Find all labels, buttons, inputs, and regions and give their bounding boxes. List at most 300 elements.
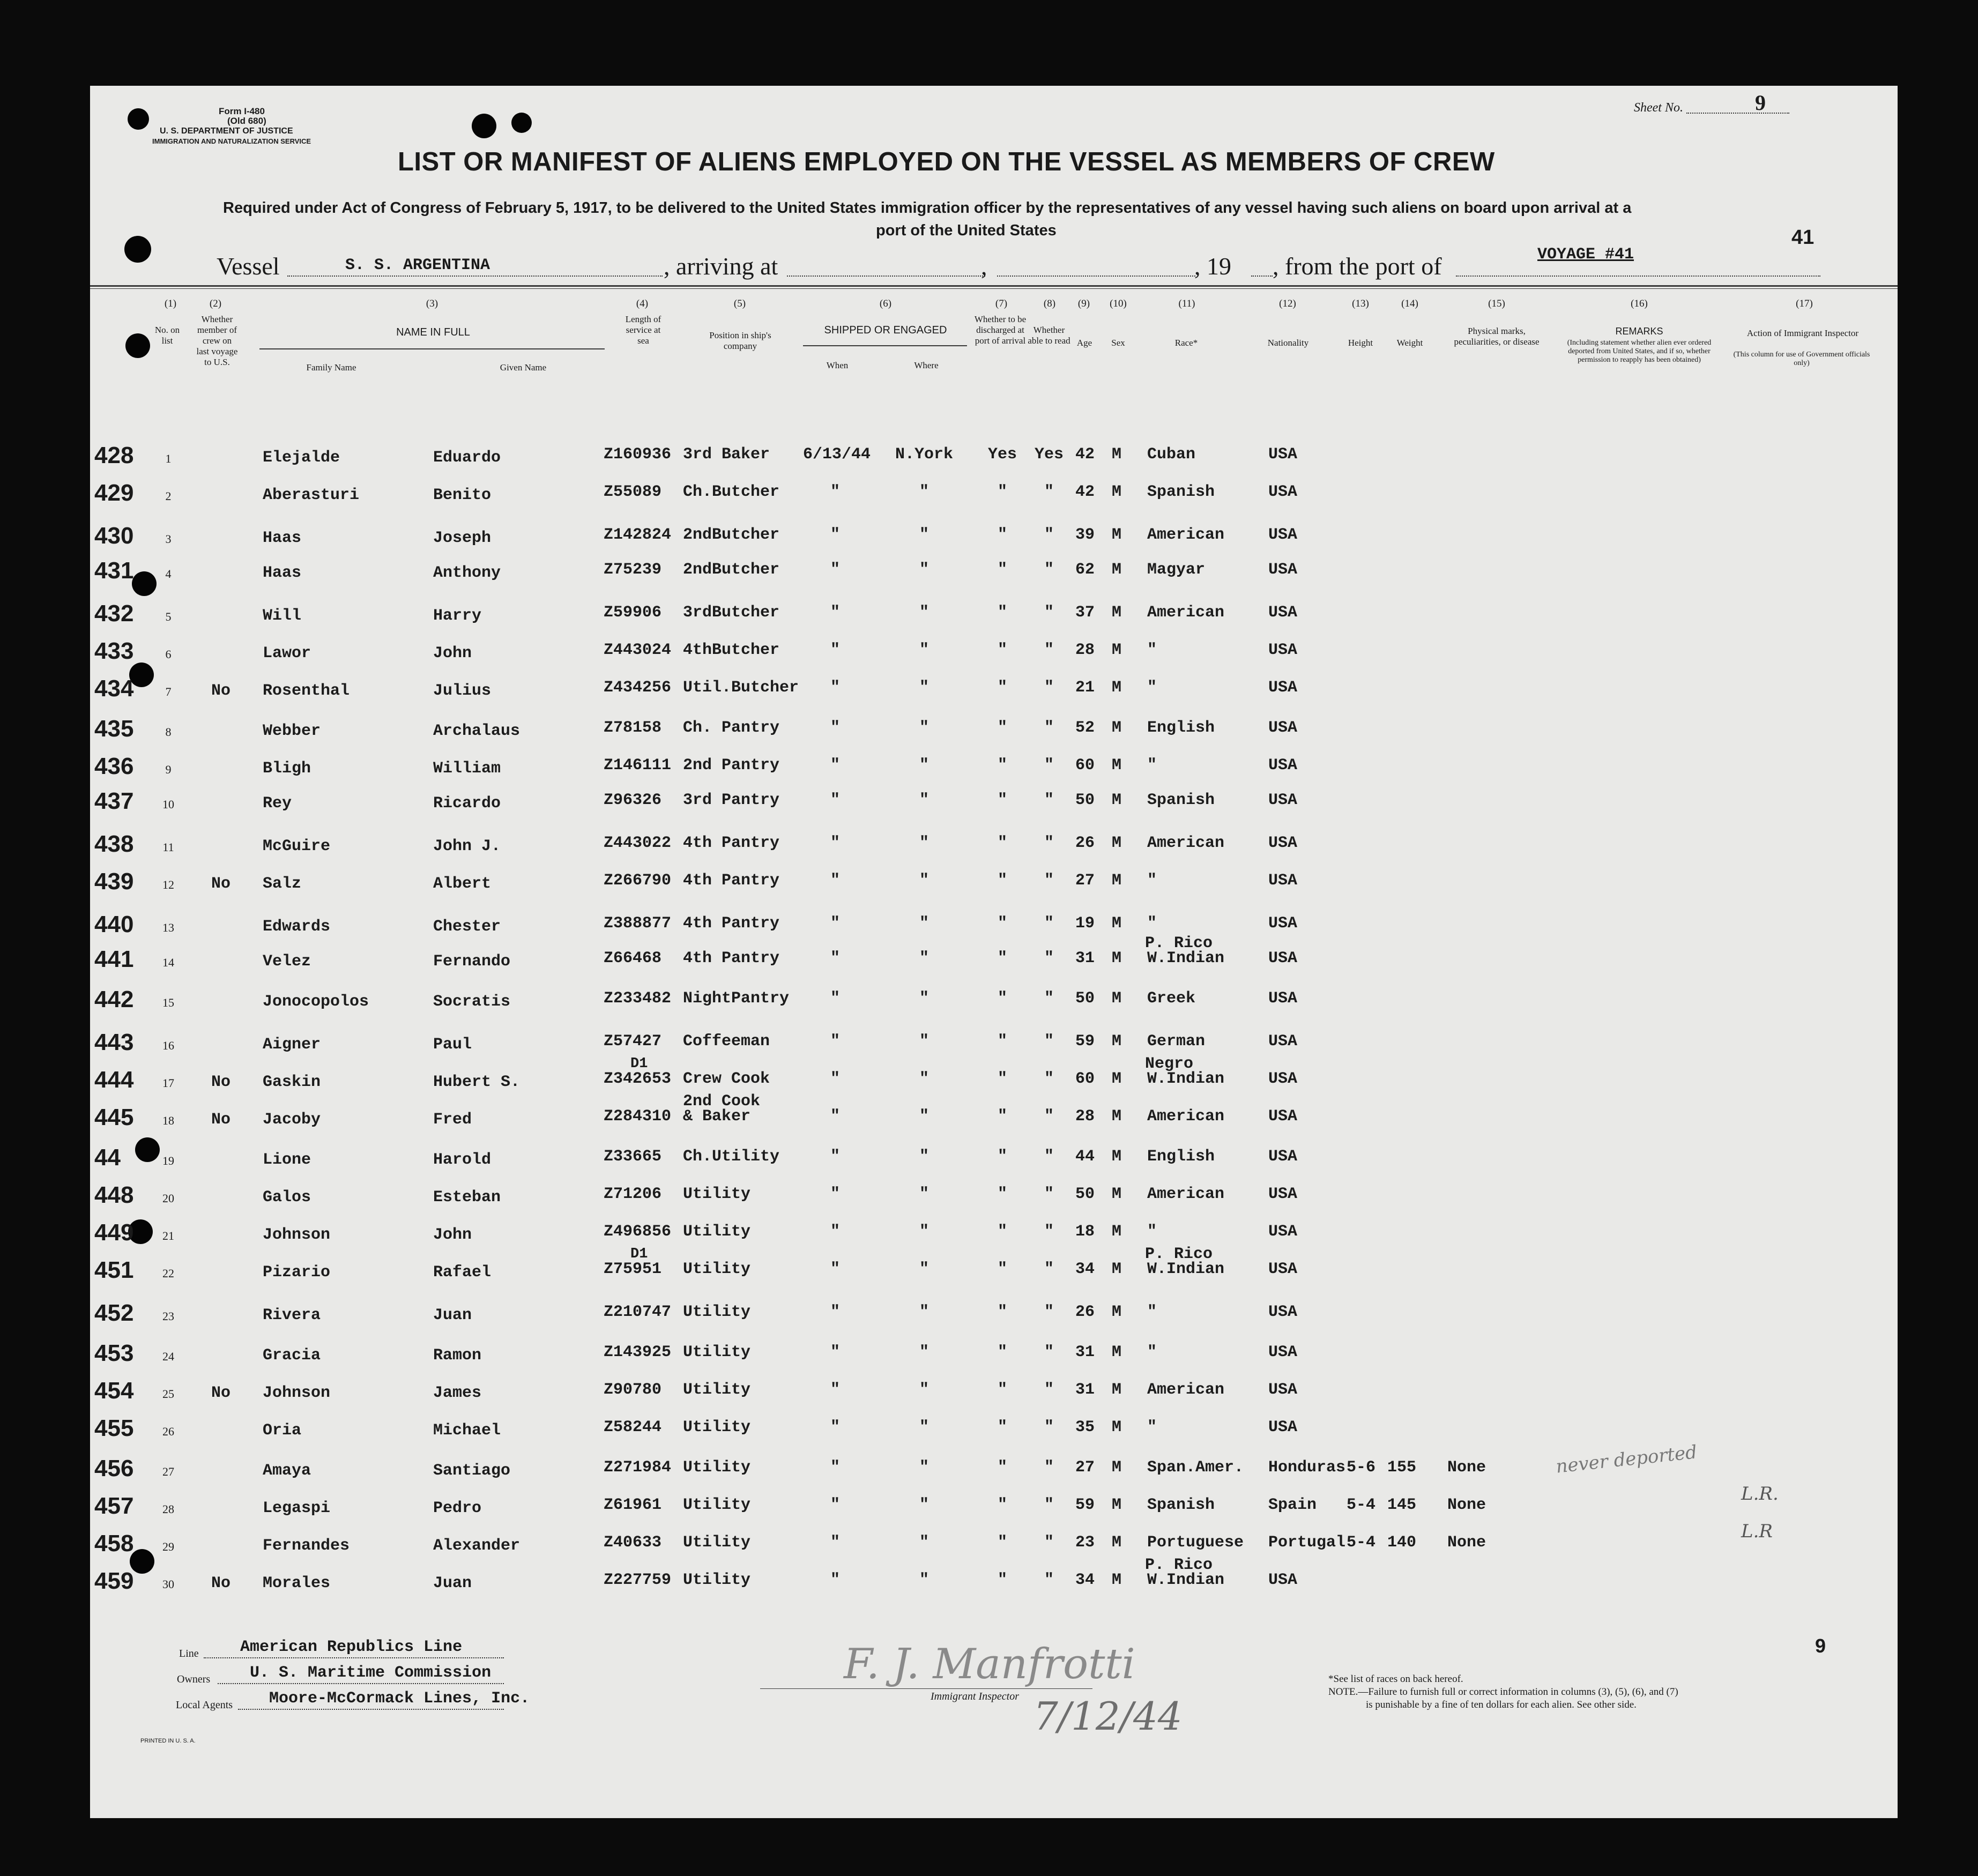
col-header-discharged: Whether to be discharged at port of arrival bbox=[974, 314, 1027, 346]
row-shipped-where: " bbox=[919, 1418, 929, 1436]
row-discharged: " bbox=[997, 1223, 1007, 1241]
row-shipped-where: " bbox=[919, 949, 929, 967]
colnum-14: (14) bbox=[1401, 298, 1418, 309]
row-shipped-where: " bbox=[919, 1533, 929, 1552]
row-shipped-where: " bbox=[919, 1070, 929, 1088]
row-shipped-when: " bbox=[830, 949, 840, 967]
table-row bbox=[90, 1219, 1898, 1262]
row-line-number: 19 bbox=[162, 1154, 174, 1167]
row-line-number: 29 bbox=[162, 1540, 174, 1553]
comma-sep: , bbox=[981, 252, 987, 280]
row-able-to-read: " bbox=[1044, 989, 1054, 1008]
row-able-to-read: " bbox=[1044, 949, 1054, 967]
row-weight: 145 bbox=[1387, 1496, 1417, 1514]
row-family-name: Gracia bbox=[263, 1346, 321, 1365]
row-line-number: 8 bbox=[165, 725, 172, 739]
row-position: Utility bbox=[683, 1260, 751, 1278]
row-seq-number: 457 bbox=[94, 1493, 134, 1519]
row-age: 27 bbox=[1075, 1458, 1095, 1477]
owners-value: U. S. Maritime Commission bbox=[250, 1664, 492, 1682]
row-family-name: Gaskin bbox=[263, 1073, 321, 1091]
printed-in-usa: PRINTED IN U. S. A. bbox=[140, 1738, 196, 1744]
row-nationality: USA bbox=[1268, 561, 1298, 579]
row-sex: M bbox=[1112, 483, 1122, 501]
row-given-name: Albert bbox=[433, 875, 492, 893]
row-position: Crew Cook bbox=[683, 1070, 770, 1088]
row-position: Utility bbox=[683, 1418, 751, 1436]
row-age: 35 bbox=[1075, 1418, 1095, 1436]
row-race: English bbox=[1147, 719, 1215, 737]
row-seq-number: 435 bbox=[94, 716, 134, 742]
row-able-to-read: " bbox=[1044, 526, 1054, 544]
row-race: American bbox=[1147, 1381, 1225, 1399]
row-remarks: never deported bbox=[1555, 1441, 1698, 1478]
row-shipped-when: " bbox=[830, 834, 840, 852]
row-service: Z90780 bbox=[604, 1381, 662, 1399]
from-port-line bbox=[1456, 276, 1820, 277]
punch-hole bbox=[125, 333, 150, 358]
row-able-to-read: " bbox=[1044, 1533, 1054, 1552]
row-shipped-where: " bbox=[919, 679, 929, 697]
table-row bbox=[90, 868, 1898, 911]
row-age: 39 bbox=[1075, 526, 1095, 544]
row-service: Z266790 bbox=[604, 872, 672, 890]
row-position: Utility bbox=[683, 1571, 751, 1589]
row-line-number: 1 bbox=[165, 452, 172, 465]
row-shipped-where: " bbox=[919, 483, 929, 501]
row-shipped-where: " bbox=[919, 1260, 929, 1278]
row-age: 60 bbox=[1075, 756, 1095, 775]
row-shipped-where: " bbox=[919, 1343, 929, 1361]
row-shipped-where: " bbox=[919, 1458, 929, 1477]
row-race: W.Indian bbox=[1147, 1260, 1225, 1278]
row-service: Z160936 bbox=[604, 445, 672, 464]
row-discharged: " bbox=[997, 719, 1007, 737]
races-note: *See list of races on back hereof. bbox=[1328, 1673, 1463, 1685]
row-given-name: Alexander bbox=[433, 1537, 520, 1555]
year-line bbox=[1251, 276, 1273, 277]
row-line-number: 15 bbox=[162, 996, 174, 1009]
row-service: Z40633 bbox=[604, 1533, 662, 1552]
row-family-name: Rivera bbox=[263, 1306, 321, 1324]
row-able-to-read: " bbox=[1044, 1343, 1054, 1361]
row-service: Z210747 bbox=[604, 1303, 672, 1321]
row-race: Greek bbox=[1147, 989, 1196, 1008]
row-race: W.Indian bbox=[1147, 1070, 1225, 1088]
row-shipped-when: " bbox=[830, 989, 840, 1008]
row-nationality: USA bbox=[1268, 791, 1298, 809]
row-service: Z75951 bbox=[604, 1260, 662, 1278]
row-shipped-when: " bbox=[830, 1458, 840, 1477]
row-sex: M bbox=[1112, 1418, 1122, 1436]
col-header-read: Whether able to read bbox=[1028, 325, 1070, 346]
row-nationality: USA bbox=[1268, 1223, 1298, 1241]
table-row bbox=[90, 1144, 1898, 1187]
row-physical-marks: None bbox=[1447, 1496, 1486, 1514]
row-family-name: Rey bbox=[263, 794, 292, 813]
line-value: American Republics Line bbox=[240, 1638, 463, 1656]
row-position: 3rd Baker bbox=[683, 445, 770, 464]
row-service: Z496856 bbox=[604, 1223, 672, 1241]
row-race-note: P. Rico bbox=[1145, 1556, 1213, 1574]
row-seq-number: 440 bbox=[94, 911, 134, 937]
row-shipped-where: " bbox=[919, 1571, 929, 1589]
inspection-date: 7/12/44 bbox=[1033, 1694, 1183, 1739]
punch-hole bbox=[511, 113, 532, 133]
row-given-name: Hubert S. bbox=[433, 1073, 520, 1091]
colnum-7: (7) bbox=[995, 298, 1008, 309]
row-nationality: Portugal bbox=[1268, 1533, 1346, 1552]
row-line-number: 23 bbox=[162, 1309, 174, 1323]
row-position: Utility bbox=[683, 1458, 751, 1477]
row-seq-number: 428 bbox=[94, 442, 134, 468]
row-given-name: Harry bbox=[433, 607, 482, 625]
row-seq-number: 439 bbox=[94, 868, 134, 895]
row-discharged: " bbox=[997, 1343, 1007, 1361]
row-age: 59 bbox=[1075, 1032, 1095, 1051]
row-line-number: 17 bbox=[162, 1076, 174, 1090]
col-header-weight: Weight bbox=[1396, 338, 1423, 348]
row-race: English bbox=[1147, 1148, 1215, 1166]
row-shipped-when: " bbox=[830, 1223, 840, 1241]
row-seq-number: 444 bbox=[94, 1067, 134, 1093]
row-service: Z58244 bbox=[604, 1418, 662, 1436]
table-row bbox=[90, 1378, 1898, 1420]
row-able-to-read: " bbox=[1044, 641, 1054, 659]
row-service: Z443022 bbox=[604, 834, 672, 852]
row-sex: M bbox=[1112, 1343, 1122, 1361]
sheet-no-label: Sheet No. bbox=[1634, 101, 1683, 115]
row-nationality: USA bbox=[1268, 1107, 1298, 1126]
row-sex: M bbox=[1112, 561, 1122, 579]
row-shipped-where: " bbox=[919, 561, 929, 579]
row-age: 42 bbox=[1075, 445, 1095, 464]
row-discharged: " bbox=[997, 1571, 1007, 1589]
row-shipped-where: " bbox=[919, 1185, 929, 1203]
inspector-signature: F. J. Manfrotti bbox=[844, 1640, 1135, 1688]
row-discharged: " bbox=[997, 561, 1007, 579]
row-sex: M bbox=[1112, 1223, 1122, 1241]
row-able-to-read: " bbox=[1044, 561, 1054, 579]
row-seq-number: 443 bbox=[94, 1029, 134, 1055]
row-race: American bbox=[1147, 604, 1225, 622]
form-old-number: (Old 680) bbox=[227, 116, 266, 126]
row-line-number: 14 bbox=[162, 956, 174, 969]
row-discharged: " bbox=[997, 1260, 1007, 1278]
row-family-name: Pizario bbox=[263, 1263, 331, 1282]
colnum-8: (8) bbox=[1043, 298, 1056, 309]
col-header-position: Position in ship's company bbox=[709, 330, 771, 351]
row-given-name: Fred bbox=[433, 1111, 472, 1129]
row-given-name: Anthony bbox=[433, 564, 501, 582]
row-position: NightPantry bbox=[683, 989, 790, 1008]
row-able-to-read: " bbox=[1044, 1032, 1054, 1051]
row-shipped-when: " bbox=[830, 526, 840, 544]
row-nationality: USA bbox=[1268, 679, 1298, 697]
row-family-name: McGuire bbox=[263, 837, 331, 855]
row-line-number: 28 bbox=[162, 1502, 174, 1516]
row-discharged: " bbox=[997, 872, 1007, 890]
row-given-name: Paul bbox=[433, 1036, 472, 1054]
row-line-number: 3 bbox=[165, 532, 172, 546]
row-service: Z434256 bbox=[604, 679, 672, 697]
row-able-to-read: " bbox=[1044, 719, 1054, 737]
row-shipped-where: " bbox=[919, 872, 929, 890]
row-seq-number: 445 bbox=[94, 1104, 134, 1130]
row-race: German bbox=[1147, 1032, 1206, 1051]
row-position: Util.Butcher bbox=[683, 679, 799, 697]
row-race: Spanish bbox=[1147, 791, 1215, 809]
col-header-remarks: REMARKS bbox=[1615, 326, 1663, 337]
table-row bbox=[90, 1340, 1898, 1383]
row-shipped-where: " bbox=[919, 791, 929, 809]
row-race-note: Negro bbox=[1145, 1055, 1194, 1073]
row-nationality: USA bbox=[1268, 1303, 1298, 1321]
row-given-name: Benito bbox=[433, 486, 492, 504]
row-discharged: " bbox=[997, 1148, 1007, 1166]
row-line-number: 16 bbox=[162, 1039, 174, 1052]
row-position: Coffeeman bbox=[683, 1032, 770, 1051]
row-age: 34 bbox=[1075, 1260, 1095, 1278]
row-age: 50 bbox=[1075, 989, 1095, 1008]
row-action: L.R bbox=[1741, 1521, 1773, 1542]
table-row bbox=[90, 1055, 1898, 1110]
row-able-to-read: " bbox=[1044, 483, 1054, 501]
agents-value: Moore-McCormack Lines, Inc. bbox=[269, 1689, 530, 1708]
row-given-name: Michael bbox=[433, 1421, 501, 1440]
row-seq-number: 458 bbox=[94, 1530, 134, 1557]
col-header-sex: Sex bbox=[1111, 338, 1125, 348]
line-underline bbox=[204, 1657, 504, 1658]
row-discharged: " bbox=[997, 1107, 1007, 1126]
col-header-nationality: Nationality bbox=[1267, 338, 1309, 348]
row-position: 3rdButcher bbox=[683, 604, 780, 622]
colnum-16: (16) bbox=[1631, 298, 1648, 309]
punch-hole bbox=[124, 236, 151, 263]
row-height: 5-4 bbox=[1347, 1533, 1376, 1552]
row-sex: M bbox=[1112, 872, 1122, 890]
row-seq-number: 436 bbox=[94, 753, 134, 779]
row-discharged: " bbox=[997, 1533, 1007, 1552]
row-family-name: Oria bbox=[263, 1421, 302, 1440]
row-given-name: Joseph bbox=[433, 529, 492, 547]
row-position: Utility bbox=[683, 1343, 751, 1361]
row-service: Z443024 bbox=[604, 641, 672, 659]
table-row bbox=[90, 788, 1898, 831]
row-line-number: 2 bbox=[165, 489, 172, 503]
row-nationality: USA bbox=[1268, 1185, 1298, 1203]
row-race: " bbox=[1147, 1303, 1157, 1321]
row-given-name: Julius bbox=[433, 682, 492, 700]
row-age: 59 bbox=[1075, 1496, 1095, 1514]
row-prev-voyage: No bbox=[211, 1384, 231, 1402]
row-nationality: USA bbox=[1268, 989, 1298, 1008]
table-row bbox=[90, 1245, 1898, 1300]
service-name: IMMIGRATION AND NATURALIZATION SERVICE bbox=[152, 137, 311, 145]
page-number: 41 bbox=[1791, 226, 1815, 249]
row-race: Magyar bbox=[1147, 561, 1206, 579]
row-shipped-where: " bbox=[919, 989, 929, 1008]
row-position: & Baker bbox=[683, 1107, 751, 1126]
col-header-service: Length of service at sea bbox=[625, 314, 661, 346]
agents-label: Local Agents bbox=[176, 1699, 233, 1711]
row-shipped-when: " bbox=[830, 1107, 840, 1126]
row-seq-number: 44 bbox=[94, 1144, 121, 1171]
row-age: 31 bbox=[1075, 1343, 1095, 1361]
row-service: Z55089 bbox=[604, 483, 662, 501]
row-shipped-where: " bbox=[919, 1148, 929, 1166]
vessel-line bbox=[287, 276, 663, 277]
row-height: 5-6 bbox=[1347, 1458, 1376, 1477]
manifest-page bbox=[90, 86, 1898, 1818]
row-age: 28 bbox=[1075, 1107, 1095, 1126]
row-sex: M bbox=[1112, 1496, 1122, 1514]
row-seq-number: 438 bbox=[94, 831, 134, 857]
row-seq-number: 431 bbox=[94, 557, 134, 584]
row-nationality: USA bbox=[1268, 1571, 1298, 1589]
page-subtitle-1: Required under Act of Congress of February 5, 1917, to be delivered to the United States immigration officer by the representatives of any vessel having such aliens on board upon arrival at a bbox=[223, 199, 1632, 217]
row-given-name: Archalaus bbox=[433, 722, 520, 740]
row-shipped-where: N.York bbox=[895, 445, 954, 464]
row-discharged: " bbox=[997, 1185, 1007, 1203]
row-shipped-when: " bbox=[830, 561, 840, 579]
row-family-name: Aberasturi bbox=[263, 486, 360, 504]
row-sex: M bbox=[1112, 989, 1122, 1008]
row-nationality: USA bbox=[1268, 719, 1298, 737]
row-shipped-when: " bbox=[830, 1533, 840, 1552]
row-service: Z284310 bbox=[604, 1107, 672, 1126]
colnum-2: (2) bbox=[209, 298, 222, 309]
date-line bbox=[997, 276, 1195, 277]
row-given-name: Socratis bbox=[433, 993, 511, 1011]
row-age: 50 bbox=[1075, 791, 1095, 809]
row-race: American bbox=[1147, 1107, 1225, 1126]
colnum-4: (4) bbox=[636, 298, 649, 309]
row-seq-number: 442 bbox=[94, 986, 134, 1013]
row-sex: M bbox=[1112, 1032, 1122, 1051]
row-discharged: " bbox=[997, 679, 1007, 697]
signature-line bbox=[760, 1688, 1092, 1689]
row-race-note: P. Rico bbox=[1145, 934, 1213, 952]
row-shipped-when: " bbox=[830, 483, 840, 501]
row-able-to-read: " bbox=[1044, 791, 1054, 809]
row-seq-number: 455 bbox=[94, 1415, 134, 1441]
row-discharged: " bbox=[997, 641, 1007, 659]
row-shipped-when: " bbox=[830, 641, 840, 659]
row-position: Utility bbox=[683, 1223, 751, 1241]
row-discharged: " bbox=[997, 1496, 1007, 1514]
row-shipped-when: " bbox=[830, 719, 840, 737]
table-row bbox=[90, 1300, 1898, 1343]
row-line-number: 21 bbox=[162, 1229, 174, 1242]
row-given-name: John bbox=[433, 644, 472, 662]
row-shipped-where: " bbox=[919, 719, 929, 737]
col-header-action-note: (This column for use of Government officials only) bbox=[1733, 351, 1870, 367]
row-family-name: Johnson bbox=[263, 1384, 331, 1402]
table-row bbox=[90, 1029, 1898, 1072]
row-sex: M bbox=[1112, 1303, 1122, 1321]
row-line-number: 11 bbox=[162, 840, 174, 854]
row-discharged: " bbox=[997, 914, 1007, 933]
colnum-13: (13) bbox=[1352, 298, 1369, 309]
row-nationality: USA bbox=[1268, 641, 1298, 659]
row-service: Z75239 bbox=[604, 561, 662, 579]
row-line-number: 4 bbox=[165, 567, 172, 580]
row-able-to-read: " bbox=[1044, 679, 1054, 697]
row-age: 31 bbox=[1075, 949, 1095, 967]
row-weight: 140 bbox=[1387, 1533, 1417, 1552]
row-nationality: USA bbox=[1268, 604, 1298, 622]
row-family-name: Galos bbox=[263, 1188, 311, 1207]
row-able-to-read: " bbox=[1044, 872, 1054, 890]
row-shipped-when: 6/13/44 bbox=[803, 445, 871, 464]
row-sex: M bbox=[1112, 719, 1122, 737]
col-header-age: Age bbox=[1076, 338, 1092, 348]
row-age: 26 bbox=[1075, 1303, 1095, 1321]
col-header-prev-voyage: Whether member of crew on last voyage to U.S. bbox=[196, 314, 238, 367]
voyage-value: VOYAGE #41 bbox=[1537, 245, 1634, 264]
vessel-label: Vessel bbox=[217, 252, 280, 280]
row-discharged: " bbox=[997, 834, 1007, 852]
row-shipped-where: " bbox=[919, 914, 929, 933]
colnum-11: (11) bbox=[1178, 298, 1195, 309]
row-shipped-when: " bbox=[830, 604, 840, 622]
row-shipped-where: " bbox=[919, 1496, 929, 1514]
row-service: Z57427 bbox=[604, 1032, 662, 1051]
row-position: Utility bbox=[683, 1303, 751, 1321]
row-shipped-where: " bbox=[919, 1303, 929, 1321]
row-given-name: Juan bbox=[433, 1574, 472, 1592]
table-row bbox=[90, 1521, 1898, 1573]
row-line-number: 27 bbox=[162, 1465, 174, 1478]
colnum-15: (15) bbox=[1488, 298, 1505, 309]
row-seq-number: 429 bbox=[94, 480, 134, 506]
row-race: American bbox=[1147, 834, 1225, 852]
row-discharged: " bbox=[997, 791, 1007, 809]
punch-hole bbox=[472, 114, 496, 138]
row-shipped-when: " bbox=[830, 1343, 840, 1361]
row-line-number: 12 bbox=[162, 878, 174, 891]
row-family-name: Haas bbox=[263, 564, 302, 582]
row-service: Z71206 bbox=[604, 1185, 662, 1203]
row-seq-number: 451 bbox=[94, 1257, 134, 1283]
colnum-9: (9) bbox=[1077, 298, 1090, 309]
row-shipped-when: " bbox=[830, 679, 840, 697]
department-name: U. S. DEPARTMENT OF JUSTICE bbox=[160, 126, 293, 136]
row-nationality: USA bbox=[1268, 1381, 1298, 1399]
row-seq-number: 454 bbox=[94, 1378, 134, 1404]
row-seq-number: 459 bbox=[94, 1568, 134, 1594]
row-age: 52 bbox=[1075, 719, 1095, 737]
row-sex: M bbox=[1112, 641, 1122, 659]
row-line-number: 9 bbox=[165, 763, 172, 776]
row-given-name: John J. bbox=[433, 837, 501, 855]
row-family-name: Lione bbox=[263, 1151, 311, 1169]
row-sex: M bbox=[1112, 526, 1122, 544]
sheet-no-value: 9 bbox=[1755, 91, 1766, 115]
row-shipped-when: " bbox=[830, 1185, 840, 1203]
page-subtitle-2: port of the United States bbox=[876, 222, 1057, 239]
row-race: " bbox=[1147, 756, 1157, 775]
vessel-name: S. S. ARGENTINA bbox=[345, 256, 490, 274]
row-age: 26 bbox=[1075, 834, 1095, 852]
row-position: 3rd Pantry bbox=[683, 791, 780, 809]
row-race: Spanish bbox=[1147, 1496, 1215, 1514]
row-race: " bbox=[1147, 1223, 1157, 1241]
row-nationality: USA bbox=[1268, 526, 1298, 544]
row-given-name: James bbox=[433, 1384, 482, 1402]
row-service: Z388877 bbox=[604, 914, 672, 933]
